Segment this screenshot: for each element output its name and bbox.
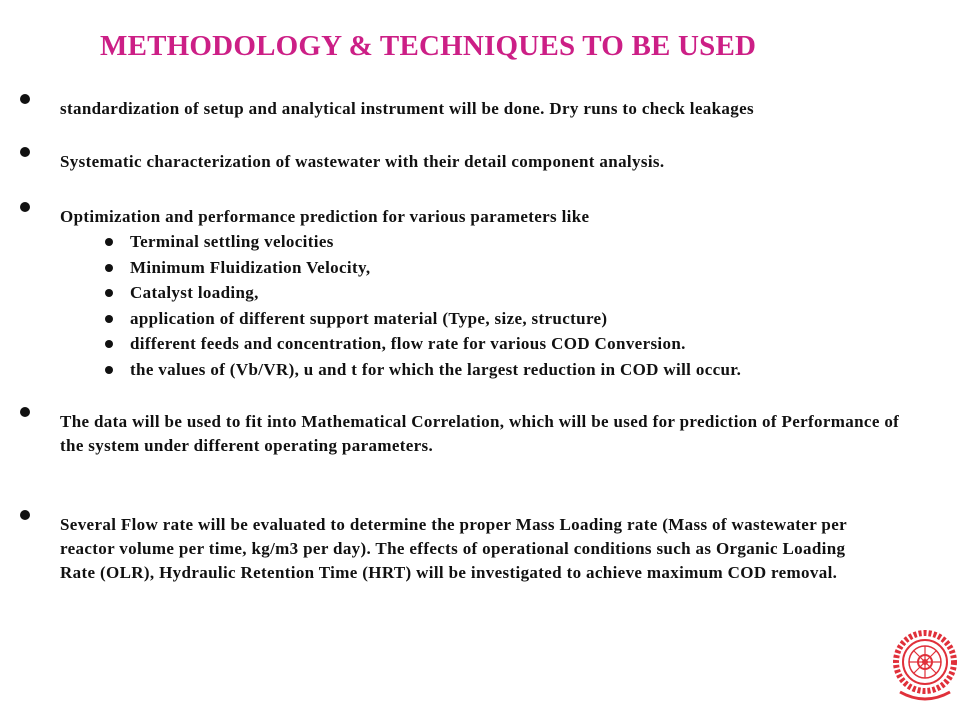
bullet-dot-icon xyxy=(20,94,30,104)
bullet-dot-icon xyxy=(20,510,30,520)
sub-bullet-dot-icon xyxy=(105,264,113,272)
bullet-dot-icon xyxy=(20,147,30,157)
bullet-text: standardization of setup and analytical instrument will be done. Dry runs to check leakages xyxy=(60,99,754,118)
bullet-text: Several Flow rate will be evaluated to determine the proper Mass Loading rate (Mass of wastewater per reactor volume per time, kg/m3 per day). The effects of operational conditions such as Organic Loading Rate (OLR), Hydraulic Retention Time (HRT) will be investigated to achieve maximum COD removal. xyxy=(60,515,847,582)
bullet-text: Optimization and performance prediction for various parameters like xyxy=(60,207,590,226)
sub-bullet-dot-icon xyxy=(105,340,113,348)
sub-bullet-dot-icon xyxy=(105,238,113,246)
sub-bullet-text: Catalyst loading, xyxy=(130,283,259,302)
sub-bullet-dot-icon xyxy=(105,289,113,297)
bullet-text: The data will be used to fit into Mathematical Correlation, which will be used for prediction of Performance of the system under different operating parameters. xyxy=(60,412,900,455)
sub-bullet-text: the values of (Vb/VR), u and t for which the largest reduction in COD will occur. xyxy=(130,360,742,379)
sub-bullet-text: application of different support material (Type, size, structure) xyxy=(130,309,608,328)
sub-bullet-text: different feeds and concentration, flow rate for various COD Conversion. xyxy=(130,334,686,353)
sub-bullet-text: Terminal settling velocities xyxy=(130,232,334,251)
institute-emblem-icon xyxy=(890,622,960,707)
sub-bullet-text: Minimum Fluidization Velocity, xyxy=(130,258,371,277)
bullet-text: Systematic characterization of wastewater with their detail component analysis. xyxy=(60,152,665,171)
slide-title: METHODOLOGY & TECHNIQUES TO BE USED xyxy=(100,30,757,62)
sub-bullet-dot-icon xyxy=(105,366,113,374)
sub-bullet-dot-icon xyxy=(105,315,113,323)
bullet-dot-icon xyxy=(20,407,30,417)
bullet-dot-icon xyxy=(20,202,30,212)
